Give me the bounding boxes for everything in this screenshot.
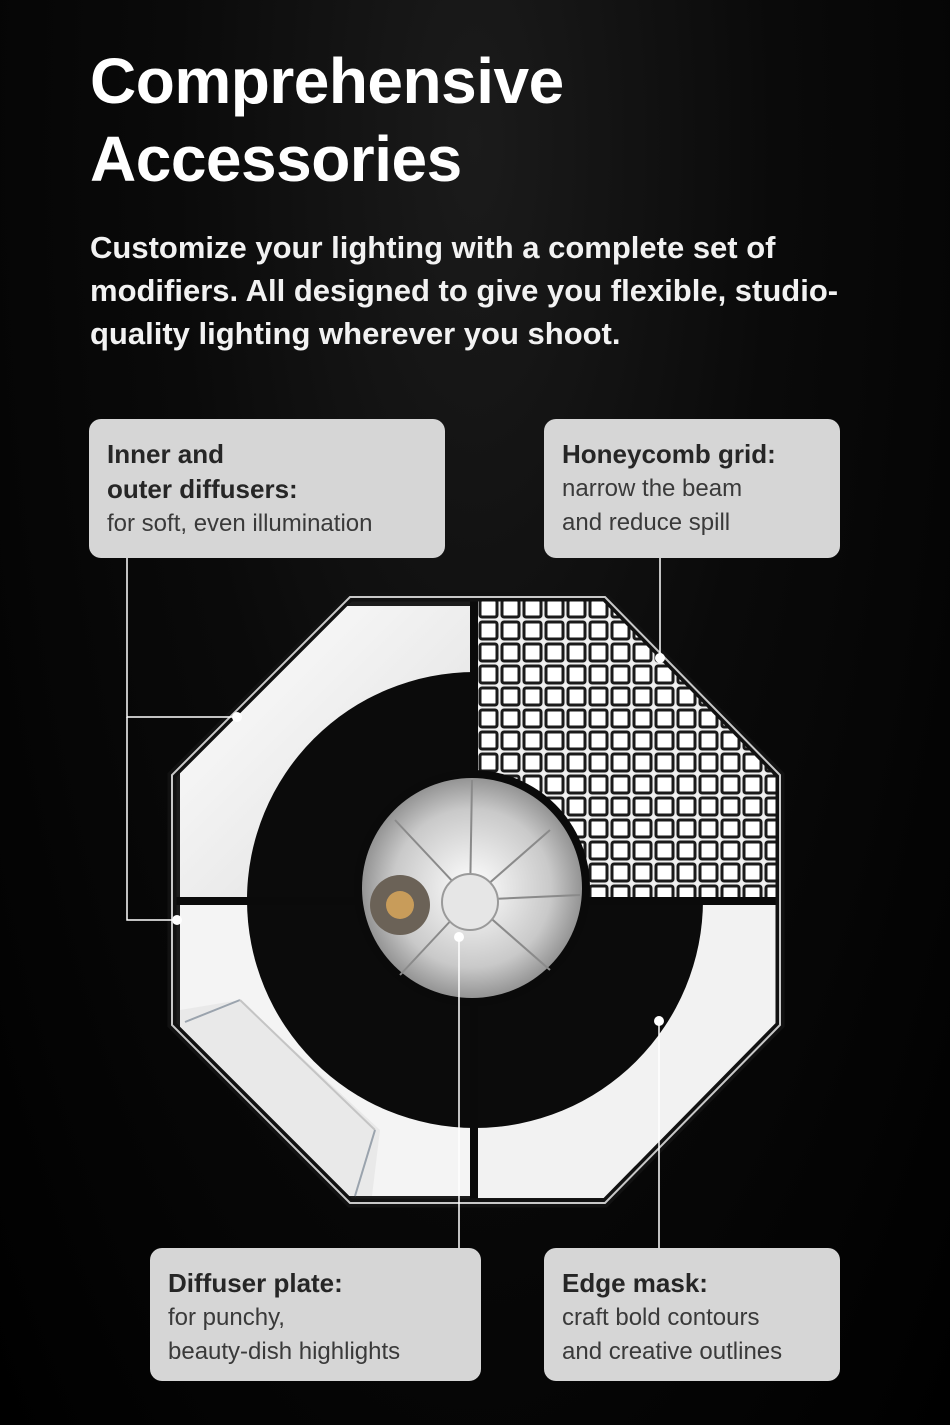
callout-title: Inner and outer diffusers: (107, 439, 298, 504)
diffusers-leader-dot (232, 712, 242, 722)
callout-inner-outer-diffusers (89, 419, 445, 558)
callout-title: Edge mask: (562, 1268, 708, 1298)
grid-leader-dot (655, 653, 665, 663)
callout-diffuser-plate (150, 1248, 481, 1381)
callout-description: craft bold contours and creative outlines (562, 1304, 783, 1365)
plate-leader-dot (454, 932, 464, 942)
callout-edge-mask (544, 1248, 840, 1381)
subtitle: Customize your lighting with a complete set of modifiers. All designed to give you flexible, studio-quality lighting wherever you shoot. (90, 230, 839, 351)
headline: Comprehensive Accessories (90, 45, 564, 195)
callout-title: Diffuser plate: (168, 1268, 343, 1298)
callout-description: for soft, even illumination (107, 510, 373, 537)
mask-leader-dot (654, 1016, 664, 1026)
diffusers-leader-line (127, 558, 237, 717)
callout-description: for punchy, beauty-dish highlights (168, 1304, 401, 1365)
callout-honeycomb-grid (544, 419, 840, 558)
inner-diffuser-leader-dot (172, 915, 182, 925)
callout-title: Honeycomb grid: (562, 439, 776, 469)
callout-description: narrow the beam and reduce spill (562, 475, 743, 536)
